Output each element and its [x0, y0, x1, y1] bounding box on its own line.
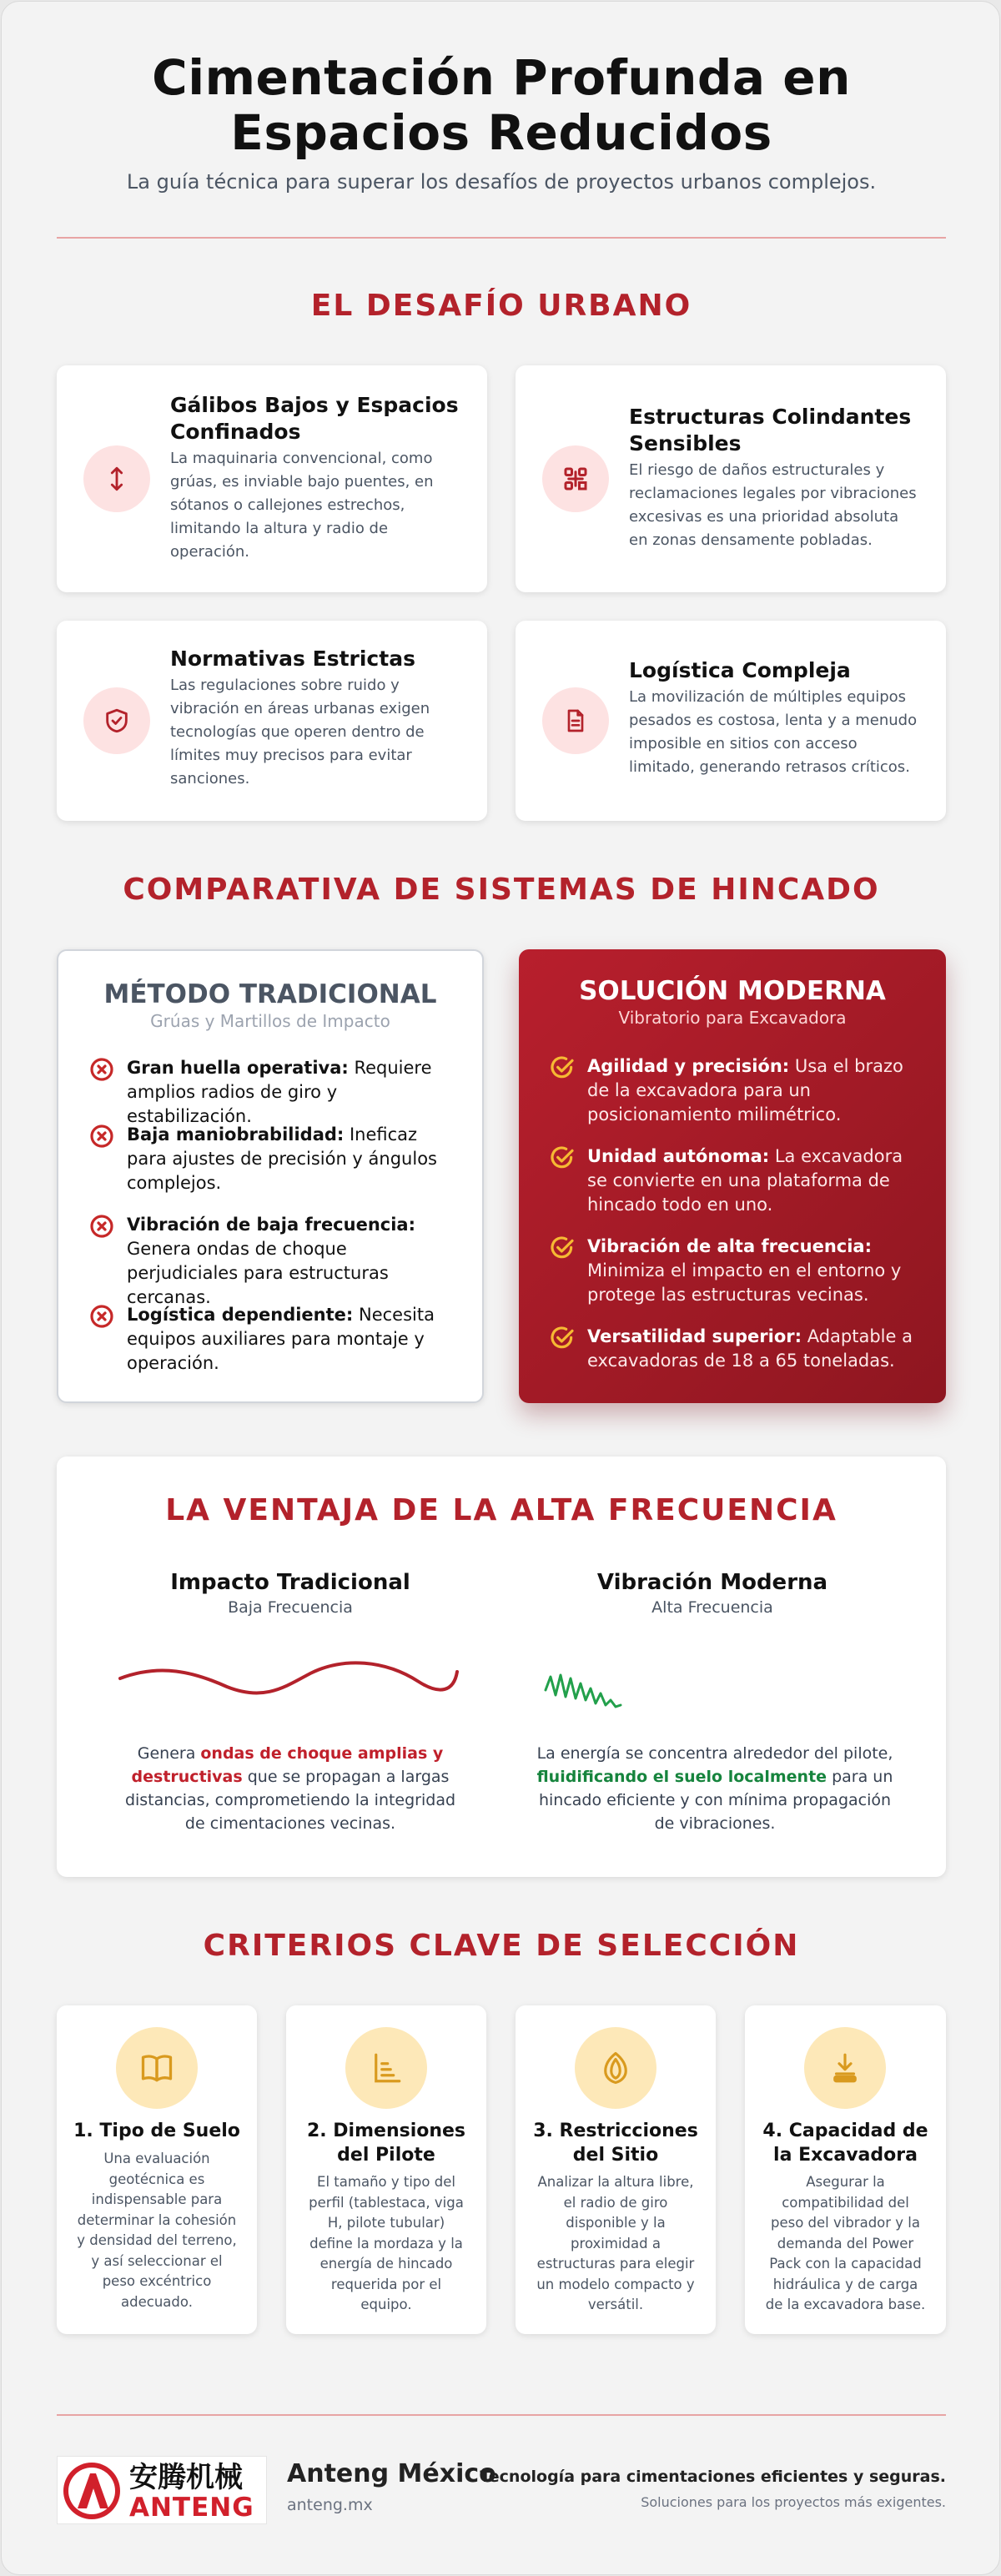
x-circle-icon — [88, 1056, 115, 1083]
logo-text-en: ANTENG — [129, 2493, 254, 2523]
text-highlight: ondas de choque amplias y destructivas — [131, 1744, 444, 1786]
challenge-card — [57, 621, 487, 821]
challenge-title: Normativas Estrictas — [170, 647, 415, 671]
item-bold: Gran huella operativa: — [127, 1058, 349, 1078]
modern-vibration-text — [529, 1742, 901, 1835]
check-circle-icon — [549, 1054, 576, 1081]
challenge-text: El riesgo de daños estructurales y reclamaciones legales por vibraciones excesivas es una prioridad absoluta en zonas densamente pobladas. — [629, 461, 917, 549]
item-bold: Vibración de alta frecuencia: — [587, 1236, 872, 1256]
challenge-card — [516, 621, 946, 821]
logo-text-cn: 安腾机械 — [129, 2461, 243, 2494]
criteria-title: 2. Dimensiones del Pilote — [306, 2121, 466, 2166]
page-title — [57, 50, 946, 160]
book-icon — [116, 2027, 198, 2109]
high-frequency-wave — [544, 1667, 652, 1717]
traditional-impact-subtitle: Baja Frecuencia — [228, 1598, 353, 1617]
text-part: La energía se concentra alrededor del pilote, — [536, 1744, 893, 1763]
text-part: Genera — [137, 1744, 201, 1763]
ruler-icon — [345, 2027, 427, 2109]
challenge-text: La movilización de múltiples equipos pesados es costosa, lenta y a menudo imposible en sitios con acceso limitado, generando retrasos críticos. — [629, 688, 918, 776]
traditional-title: MÉTODO TRADICIONAL — [103, 979, 437, 1009]
logo-emblem-icon — [61, 2460, 123, 2522]
height-arrows-icon — [83, 445, 150, 512]
criteria-card — [516, 2005, 716, 2334]
document-icon — [542, 687, 609, 754]
item-text: Ineficaz para ajustes de precisión y ángulos complejos. — [127, 1124, 437, 1193]
x-circle-icon — [88, 1303, 115, 1330]
item-text: Usa el brazo de la excavadora para un posicionamiento milimétrico. — [587, 1056, 903, 1124]
section-title-challenges: EL DESAFÍO URBANO — [310, 289, 692, 323]
challenge-text: La maquinaria convencional, como grúas, es inviable bajo puentes, en sótanos o callejones estrechos, limitando la altura y radio de operación. — [170, 450, 434, 561]
item-text: Requiere amplios radios de giro y estabilización. — [127, 1058, 432, 1126]
item-text: La excavadora se convierte en una plataforma de hincado todo en uno. — [587, 1146, 903, 1215]
title-line-2: Espacios Reducidos — [230, 104, 772, 161]
item-bold: Agilidad y precisión: — [587, 1056, 790, 1076]
structure-grid-icon — [542, 445, 609, 512]
check-circle-icon — [549, 1145, 576, 1171]
shield-check-icon — [83, 687, 150, 754]
criteria-text: Asegurar la compatibilidad del peso del vibrador y la demanda del Power Pack con la capacidad hidráulica y de carga de la excavadora base. — [765, 2174, 926, 2312]
check-circle-icon — [549, 1235, 576, 1261]
item-bold: Logística dependiente: — [127, 1305, 354, 1325]
modern-subtitle: Vibratorio para Excavadora — [618, 1008, 847, 1028]
traditional-impact-text — [115, 1742, 465, 1835]
criteria-card — [57, 2005, 257, 2334]
criteria-text: El tamaño y tipo del perfil (tablestaca, viga H, pilote tubular) define la mordaza y la energía de hincado requerida por el equipo. — [309, 2174, 464, 2312]
divider — [57, 237, 946, 239]
section-title-comparison: COMPARATIVA DE SISTEMAS DE HINCADO — [123, 873, 880, 907]
criteria-text: Una evaluación geotécnica es indispensable para determinar la cohesión y densidad del terreno, y así seleccionar el peso excéntrico adecuado. — [77, 2151, 237, 2310]
advantage-card — [57, 1457, 946, 1877]
company-url: anteng.mx — [287, 2496, 373, 2514]
item-text: Adaptable a excavadoras de 18 a 65 toneladas. — [587, 1326, 913, 1371]
criteria-card — [286, 2005, 486, 2334]
company-logo — [57, 2456, 267, 2524]
challenge-card — [57, 365, 487, 592]
challenge-text: Las regulaciones sobre ruido y vibración en áreas urbanas exigen tecnologías que operen dentro de límites muy precisos para evitar sanciones. — [170, 677, 430, 787]
challenge-title: Logística Compleja — [629, 658, 851, 682]
item-bold: Unidad autónoma: — [587, 1146, 770, 1166]
criteria-title: 4. Capacidad de la Excavadora — [762, 2121, 928, 2166]
company-name: Anteng México — [287, 2459, 496, 2488]
site-shape-icon — [575, 2027, 656, 2109]
modern-title: SOLUCIÓN MODERNA — [579, 976, 886, 1006]
x-circle-icon — [88, 1213, 115, 1240]
page-subtitle: La guía técnica para superar los desafíos de proyectos urbanos complejos. — [126, 170, 877, 194]
criteria-card — [745, 2005, 946, 2334]
traditional-method-card — [57, 949, 484, 1403]
modern-vibration-subtitle: Alta Frecuencia — [651, 1598, 773, 1617]
criteria-title: 1. Tipo de Suelo — [73, 2121, 240, 2141]
x-circle-icon — [88, 1123, 115, 1150]
footer-tagline-sub: Soluciones para los proyectos más exigentes. — [641, 2494, 946, 2510]
text-part: que se propagan a largas distancias, comprometiendo la integridad de cimentaciones vecinas. — [124, 1768, 456, 1833]
modern-solution-card — [519, 949, 946, 1403]
low-frequency-wave — [118, 1647, 460, 1713]
traditional-impact-title: Impacto Tradicional — [170, 1570, 410, 1595]
download-weight-icon — [804, 2027, 886, 2109]
criteria-title: 3. Restricciones del Sitio — [533, 2121, 698, 2166]
section-title-criteria: CRITERIOS CLAVE DE SELECCIÓN — [203, 1929, 800, 1963]
traditional-subtitle: Grúas y Martillos de Impacto — [150, 1011, 390, 1031]
title-line-1: Cimentación Profunda en — [152, 49, 851, 106]
item-bold: Versatilidad superior: — [587, 1326, 802, 1346]
challenge-title: Estructuras Colindantes Sensibles — [629, 405, 912, 455]
item-text: Minimiza el impacto en el entorno y protege las estructuras vecinas. — [587, 1260, 902, 1305]
item-bold: Baja maniobrabilidad: — [127, 1124, 345, 1145]
section-title-advantage: LA VENTAJA DE LA ALTA FRECUENCIA — [165, 1493, 838, 1527]
modern-vibration-title: Vibración Moderna — [596, 1570, 828, 1595]
challenge-title: Gálibos Bajos y Espacios Confinados — [170, 393, 459, 444]
divider — [57, 2414, 946, 2416]
text-part: para un hincado eficiente y con mínima propagación de vibraciones. — [538, 1768, 893, 1833]
item-text: Genera ondas de choque perjudiciales para estructuras cercanas. — [127, 1239, 389, 1307]
check-circle-icon — [549, 1325, 576, 1351]
item-bold: Vibración de baja frecuencia: — [127, 1215, 415, 1235]
footer-tagline: Tecnología para cimentaciones eficientes y seguras. — [480, 2468, 946, 2486]
criteria-text: Analizar la altura libre, el radio de giro disponible y la proximidad a estructuras para elegir un modelo compacto y versátil. — [536, 2174, 695, 2312]
text-highlight: fluidificando el suelo localmente — [536, 1768, 827, 1786]
challenge-card — [516, 365, 946, 592]
item-text: Necesita equipos auxiliares para montaje y operación. — [127, 1305, 435, 1373]
infographic-page — [1, 1, 1000, 2575]
